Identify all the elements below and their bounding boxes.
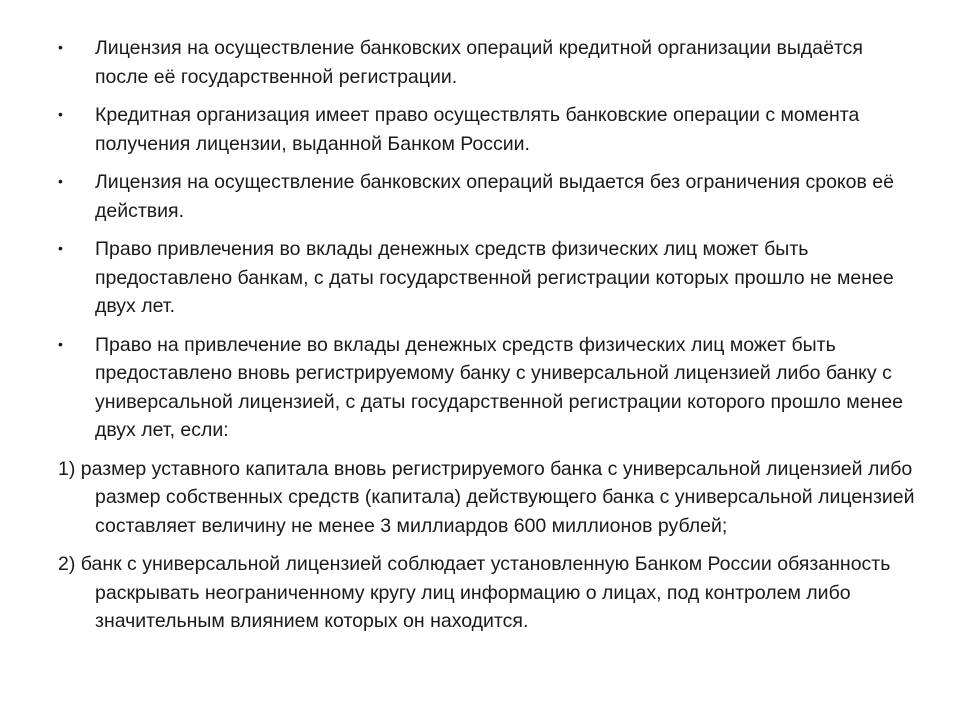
- bullet-dot-icon: •: [58, 106, 63, 122]
- bullet-item: [58, 101, 918, 158]
- condition-item-2: 2) банк с универсальной лицензией соблюдает установленную Банком России обязанность раскрывать неограниченному кругу лиц информацию о лицах, под контролем либо значительным влиянием которых он находится.: [58, 553, 891, 632]
- bullet-item: [58, 331, 918, 445]
- bullet-text: Право привлечения во вклады денежных средств физических лиц может быть предоставлено банкам, с даты государственной регистрации которых прошло не менее двух лет.: [95, 238, 894, 317]
- bullet-item: [58, 34, 918, 91]
- slide-body: [58, 34, 918, 646]
- bullet-text: Лицензия на осуществление банковских операций выдается без ограничения сроков её действия.: [95, 171, 894, 222]
- condition-item-1: 1) размер уставного капитала вновь регистрируемого банка с универсальной лицензией либо размер собственных средств (капитала) действующего банка с универсальной лицензией составляет величину не менее 3 миллиардов 600 миллионов рублей;: [58, 457, 915, 537]
- bullet-item: [58, 235, 918, 321]
- bullet-text: Кредитная организация имеет право осуществлять банковские операции с момента получения лицензии, выданной Банком России.: [95, 104, 860, 155]
- bullet-dot-icon: •: [58, 240, 63, 256]
- bullet-dot-icon: •: [58, 39, 63, 55]
- bullet-item: [58, 168, 918, 225]
- bullet-dot-icon: •: [58, 335, 63, 352]
- bullet-text: Право на привлечение во вклады денежных средств физических лиц может быть предоставлено вновь регистрируемому банку с универсальной лицензией либо банку с универсальной лицензией, с даты государственной регистрации которого прошло менее двух лет, если:: [95, 333, 903, 441]
- bullet-text: Лицензия на осуществление банковских операций кредитной организации выдаётся после её государственной регистрации.: [95, 37, 863, 88]
- bullet-dot-icon: •: [58, 173, 63, 189]
